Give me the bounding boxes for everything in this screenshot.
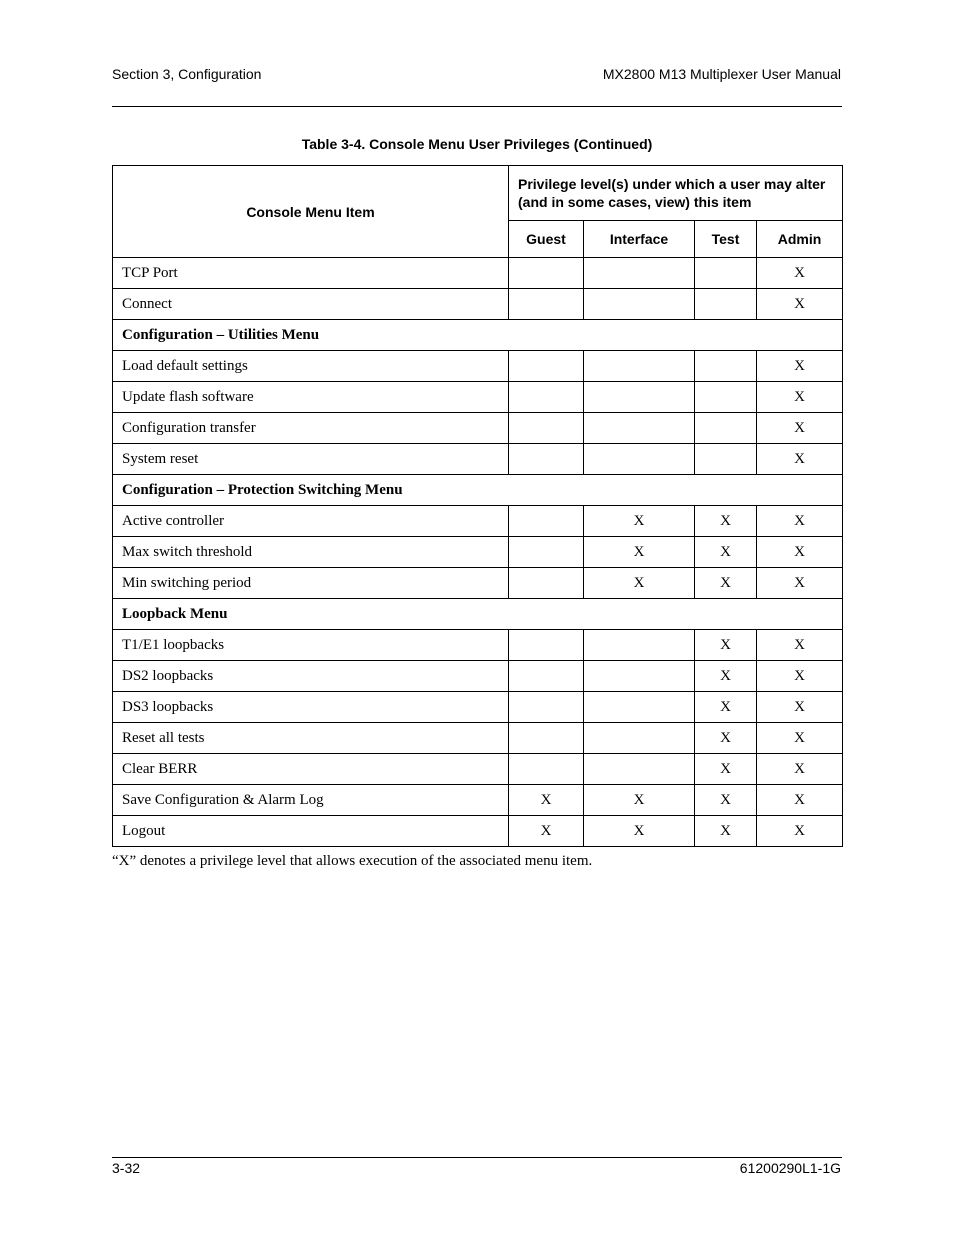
privilege-mark-admin: X xyxy=(757,816,843,847)
menu-item-label: Active controller xyxy=(113,506,509,537)
privilege-mark-test: X xyxy=(695,692,757,723)
privilege-mark-interface xyxy=(584,289,695,320)
table-row xyxy=(113,506,843,537)
section-label: Loopback Menu xyxy=(113,599,843,630)
table-row xyxy=(113,785,843,816)
menu-item-label: Reset all tests xyxy=(113,723,509,754)
menu-item-label: Update flash software xyxy=(113,382,509,413)
privilege-mark-admin: X xyxy=(757,692,843,723)
privilege-mark-interface xyxy=(584,351,695,382)
privilege-mark-test: X xyxy=(695,785,757,816)
privilege-mark-interface: X xyxy=(584,568,695,599)
column-header-test: Test xyxy=(695,221,757,258)
menu-item-label: T1/E1 loopbacks xyxy=(113,630,509,661)
privileges-table xyxy=(112,165,843,847)
table-row xyxy=(113,630,843,661)
header-rule xyxy=(112,106,842,107)
privilege-mark-guest xyxy=(509,537,584,568)
table-row xyxy=(113,444,843,475)
table-row xyxy=(113,289,843,320)
privilege-mark-test xyxy=(695,382,757,413)
privilege-mark-interface: X xyxy=(584,785,695,816)
privilege-mark-interface xyxy=(584,444,695,475)
privilege-mark-test xyxy=(695,351,757,382)
table-row xyxy=(113,692,843,723)
menu-item-label: System reset xyxy=(113,444,509,475)
privilege-mark-admin: X xyxy=(757,754,843,785)
privilege-mark-admin: X xyxy=(757,351,843,382)
privilege-mark-guest: X xyxy=(509,816,584,847)
privilege-mark-guest xyxy=(509,413,584,444)
section-label: Configuration – Protection Switching Menu xyxy=(113,475,843,506)
privilege-mark-admin: X xyxy=(757,630,843,661)
privilege-mark-guest xyxy=(509,661,584,692)
section-row xyxy=(113,599,843,630)
privilege-mark-test: X xyxy=(695,630,757,661)
privilege-mark-guest: X xyxy=(509,785,584,816)
table-row xyxy=(113,723,843,754)
privilege-mark-guest xyxy=(509,382,584,413)
privilege-mark-admin: X xyxy=(757,506,843,537)
menu-item-label: DS2 loopbacks xyxy=(113,661,509,692)
privilege-mark-admin: X xyxy=(757,413,843,444)
footer-rule xyxy=(112,1157,842,1158)
privilege-mark-guest xyxy=(509,692,584,723)
privilege-mark-guest xyxy=(509,506,584,537)
table-row xyxy=(113,537,843,568)
privilege-mark-guest xyxy=(509,754,584,785)
privilege-mark-test: X xyxy=(695,568,757,599)
column-header-admin: Admin xyxy=(757,221,843,258)
privilege-mark-interface xyxy=(584,413,695,444)
page-number: 3-32 xyxy=(112,1160,141,1176)
column-header-interface: Interface xyxy=(584,221,695,258)
privilege-mark-admin: X xyxy=(757,537,843,568)
privilege-mark-guest xyxy=(509,630,584,661)
privilege-mark-interface xyxy=(584,382,695,413)
menu-item-label: Load default settings xyxy=(113,351,509,382)
privilege-mark-test: X xyxy=(695,537,757,568)
privilege-mark-admin: X xyxy=(757,661,843,692)
table-row xyxy=(113,816,843,847)
table-caption: Table 3-4. Console Menu User Privileges (Continued) xyxy=(301,136,653,152)
table-footnote: “X” denotes a privilege level that allows execution of the associated menu item. xyxy=(112,853,593,869)
privilege-mark-admin: X xyxy=(757,382,843,413)
table-row xyxy=(113,351,843,382)
privilege-mark-admin: X xyxy=(757,568,843,599)
table-row xyxy=(113,258,843,289)
menu-item-label: Logout xyxy=(113,816,509,847)
privilege-mark-guest xyxy=(509,723,584,754)
menu-item-label: Min switching period xyxy=(113,568,509,599)
privilege-mark-interface xyxy=(584,258,695,289)
table-row xyxy=(113,413,843,444)
table-row xyxy=(113,382,843,413)
privilege-mark-guest xyxy=(509,258,584,289)
running-header-manual-title: MX2800 M13 Multiplexer User Manual xyxy=(602,66,841,82)
column-header-guest: Guest xyxy=(509,221,584,258)
table-row xyxy=(113,754,843,785)
privilege-mark-test: X xyxy=(695,754,757,785)
table-body xyxy=(113,258,843,847)
table-row xyxy=(113,661,843,692)
privilege-mark-test xyxy=(695,289,757,320)
document-part-number: 61200290L1-1G xyxy=(739,1160,841,1176)
privilege-mark-interface xyxy=(584,630,695,661)
privilege-mark-guest xyxy=(509,289,584,320)
menu-item-label: Configuration transfer xyxy=(113,413,509,444)
privilege-mark-admin: X xyxy=(757,289,843,320)
privilege-mark-interface xyxy=(584,754,695,785)
menu-item-label: Connect xyxy=(113,289,509,320)
privilege-mark-guest xyxy=(509,444,584,475)
privilege-mark-admin: X xyxy=(757,723,843,754)
privilege-mark-admin: X xyxy=(757,444,843,475)
privilege-mark-test xyxy=(695,258,757,289)
section-row xyxy=(113,475,843,506)
privilege-mark-interface: X xyxy=(584,537,695,568)
privilege-mark-test: X xyxy=(695,816,757,847)
privilege-mark-test xyxy=(695,444,757,475)
privilege-mark-test: X xyxy=(695,506,757,537)
menu-item-label: Save Configuration & Alarm Log xyxy=(113,785,509,816)
menu-item-label: DS3 loopbacks xyxy=(113,692,509,723)
menu-item-label: Max switch threshold xyxy=(113,537,509,568)
privilege-mark-interface: X xyxy=(584,506,695,537)
privilege-mark-test: X xyxy=(695,723,757,754)
privilege-mark-interface xyxy=(584,661,695,692)
privilege-mark-guest xyxy=(509,568,584,599)
privilege-mark-interface xyxy=(584,692,695,723)
privilege-mark-interface xyxy=(584,723,695,754)
privilege-mark-interface: X xyxy=(584,816,695,847)
menu-item-label: Clear BERR xyxy=(113,754,509,785)
privilege-mark-admin: X xyxy=(757,785,843,816)
privilege-mark-test xyxy=(695,413,757,444)
table-row xyxy=(113,568,843,599)
menu-item-label: TCP Port xyxy=(113,258,509,289)
running-header-section: Section 3, Configuration xyxy=(112,66,262,82)
column-header-privilege-level: Privilege level(s) under which a user may alter (and in some cases, view) this item xyxy=(509,166,843,221)
section-row xyxy=(113,320,843,351)
privilege-mark-test: X xyxy=(695,661,757,692)
column-header-menu-item: Console Menu Item xyxy=(113,166,509,258)
privilege-mark-guest xyxy=(509,351,584,382)
section-label: Configuration – Utilities Menu xyxy=(113,320,843,351)
privilege-mark-admin: X xyxy=(757,258,843,289)
